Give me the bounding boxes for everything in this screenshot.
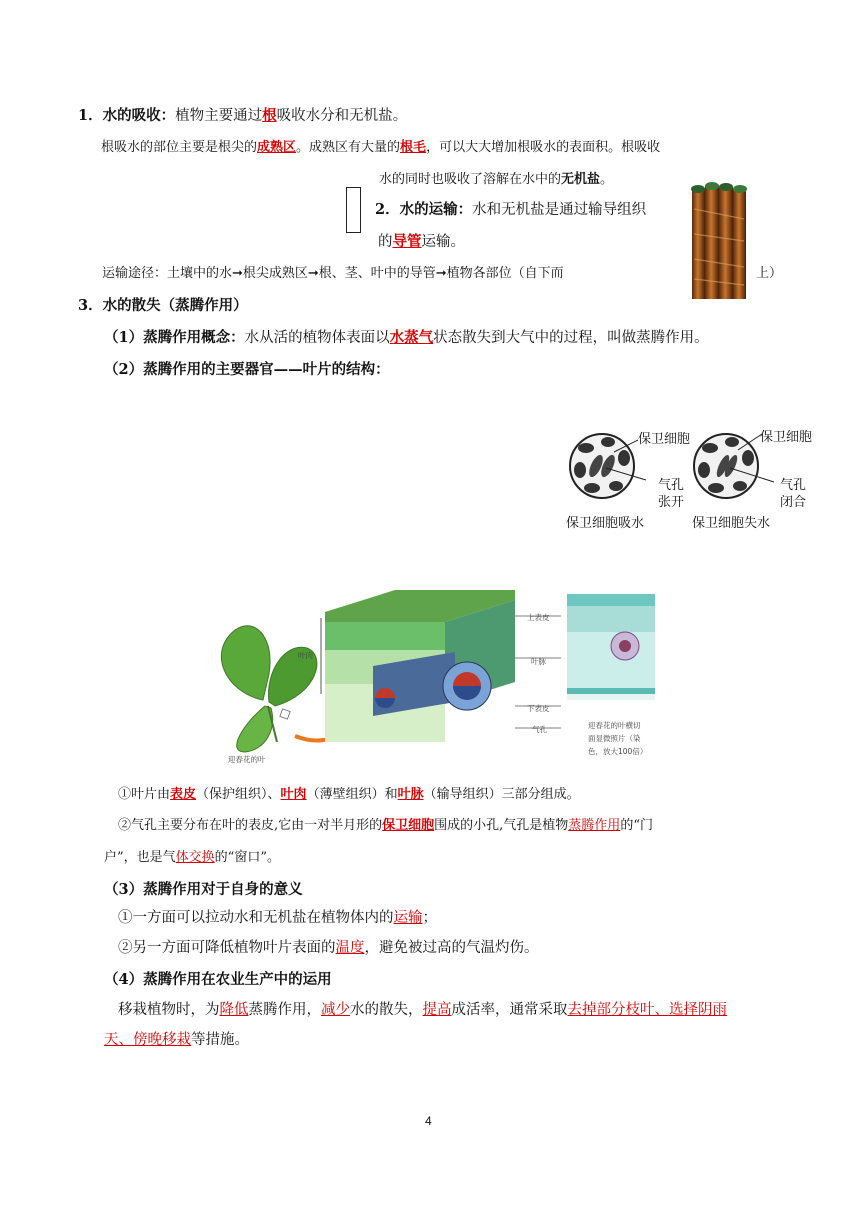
keyword-epidermis: 表皮: [170, 787, 197, 802]
keyword-reduce: 降低: [219, 1002, 249, 1018]
label-guard-cell-left: 保卫细胞: [638, 432, 691, 447]
text: 户”，也是气: [104, 850, 176, 865]
text: 蒸腾作用，: [248, 1002, 321, 1018]
text: 运输。: [421, 234, 465, 250]
keyword-vein: 叶脉: [397, 787, 424, 802]
text: 。: [600, 172, 614, 187]
label-vein: 叶脉: [531, 657, 546, 666]
text: （1）蒸腾作用概念：: [104, 329, 245, 346]
text: 围成的小孔,气孔是植物: [434, 818, 569, 833]
text: ①一方面可以拉动水和无机盐在植物体内的: [118, 910, 394, 926]
label-lower-epidermis: 下表皮: [527, 704, 550, 713]
text: 水从活的植物体表面以: [244, 330, 390, 346]
caption-guard-cell-absorb: 保卫细胞吸水: [566, 516, 645, 531]
section-1-title: 水的吸收：: [102, 107, 176, 124]
keyword-transpiration: 蒸腾作用: [568, 818, 621, 833]
label-guard-cell-right: 保卫细胞: [760, 430, 813, 445]
keyword-temperature: 温度: [335, 940, 365, 956]
transport-route-end: 上）: [756, 266, 783, 281]
keyword-vessel: 导管: [392, 233, 422, 250]
text: （保护组织）、: [196, 787, 281, 802]
text: 的: [378, 234, 393, 250]
keyword-improve: 提高: [422, 1002, 452, 1018]
text: ②气孔主要分布在叶的表皮,它由一对半月形的: [118, 818, 383, 833]
stomata-line-1: [118, 814, 653, 833]
text: 水的同时也吸收了溶解在水中的: [379, 172, 562, 187]
empty-box: [346, 187, 361, 233]
text: （输导组织）三部分组成。: [423, 787, 580, 802]
micro-caption-2: 面显微照片（染: [588, 734, 641, 743]
section-1-number: 1．: [78, 107, 103, 124]
section-2-title: 水的运输：: [399, 201, 473, 218]
xylem-vessel-image: [688, 179, 750, 303]
label-stoma-closed-2: 闭合: [780, 495, 807, 510]
agriculture-line-2: [104, 1028, 249, 1049]
keyword-maturation-zone: 成熟区: [257, 140, 297, 155]
keyword-gas-exchange: 体交换: [175, 850, 215, 865]
label-stoma-open-2: 张开: [658, 495, 685, 510]
section-2-line-2: [378, 230, 465, 251]
section-2-heading: [375, 198, 646, 219]
transport-route: [102, 262, 564, 281]
paragraph-1: [104, 326, 709, 347]
text: 。成熟区有大量的: [296, 140, 401, 155]
micro-caption-1: 迎春花的叶横切: [588, 721, 641, 730]
leaf-micrograph: [567, 594, 655, 700]
text: ①叶片由: [118, 787, 171, 802]
micro-caption-3: 色，放大100倍）: [588, 747, 648, 756]
section-1-line-2: [101, 136, 660, 155]
text: 状态散失到大气中的过程，叫做蒸腾作用。: [433, 330, 709, 346]
paragraph-4-label: （4）蒸腾作用在农业生产中的运用: [104, 971, 332, 988]
paragraph-3-label: （3）蒸腾作用对于自身的意义: [104, 881, 303, 898]
keyword-guard-cell: 保卫细胞: [382, 818, 435, 833]
label-stoma-closed-1: 气孔: [780, 478, 807, 493]
text: 等措施。: [191, 1032, 249, 1048]
composition-line: [118, 783, 580, 802]
text: ，可以大大增加根吸水的表面积。根吸收: [426, 140, 661, 155]
keyword-water-vapor: 水蒸气: [389, 329, 434, 346]
section-1-line-3: [379, 168, 613, 187]
text: ，避免被过高的气温灼伤。: [364, 940, 539, 956]
text: 移栽植物时，为: [118, 1002, 220, 1018]
section-3-title: 3．水的散失（蒸腾作用）: [78, 297, 248, 314]
text: （薄壁组织）和: [306, 787, 398, 802]
text: 植物主要通过: [175, 108, 263, 124]
keyword-measures-2: 天、傍晚移栽: [104, 1032, 191, 1048]
keyword-inorganic-salt: 无机盐: [561, 172, 601, 187]
caption-leaf: 迎春花的叶: [228, 755, 266, 764]
caption-guard-cell-lose: 保卫细胞失水: [692, 516, 771, 531]
label-upper-epidermis: 上表皮: [527, 613, 550, 622]
text: 水和无机盐是通过输导组织: [472, 202, 647, 218]
text: ；: [422, 910, 437, 926]
text: 吸收水分和无机盐。: [276, 108, 408, 124]
keyword-root: 根: [262, 107, 277, 124]
text: 的“门: [620, 818, 653, 833]
text: 运输途径：土壤中的水➞根尖成熟区➞根、茎、叶中的导管➞植物各部位（自下而: [102, 266, 564, 281]
page-number: 4: [425, 1114, 432, 1128]
paragraph-2-label: （2）蒸腾作用的主要器官——叶片的结构：: [104, 361, 390, 378]
keyword-decrease: 减少: [321, 1002, 350, 1018]
agriculture-line-1: [118, 998, 727, 1019]
stomata-open-diagram: [570, 434, 646, 498]
text: ②另一方面可降低植物叶片表面的: [118, 940, 336, 956]
keyword-measures-1: 去掉部分枝叶、选择阴雨: [567, 1002, 727, 1018]
keyword-transport: 运输: [393, 910, 423, 926]
label-stoma-open-1: 气孔: [658, 478, 685, 493]
section-1-heading: [78, 104, 407, 125]
text: 根吸水的部位主要是根尖的: [101, 140, 258, 155]
label-mesophyll: 叶肉: [298, 651, 313, 660]
text: 成活率，通常采取: [451, 1002, 568, 1018]
leaf-photo: [221, 626, 317, 752]
text: 的“窗口”。: [214, 850, 280, 865]
stomata-line-2: [104, 846, 280, 865]
significance-1: [118, 906, 437, 927]
section-2-number: 2．: [375, 201, 400, 218]
label-stoma: 气孔: [532, 725, 547, 734]
significance-2: [118, 936, 539, 957]
text: 水的散失，: [350, 1002, 423, 1018]
leaf-cross-section-block: [325, 590, 515, 742]
keyword-mesophyll: 叶肉: [280, 787, 307, 802]
keyword-root-hair: 根毛: [400, 140, 427, 155]
